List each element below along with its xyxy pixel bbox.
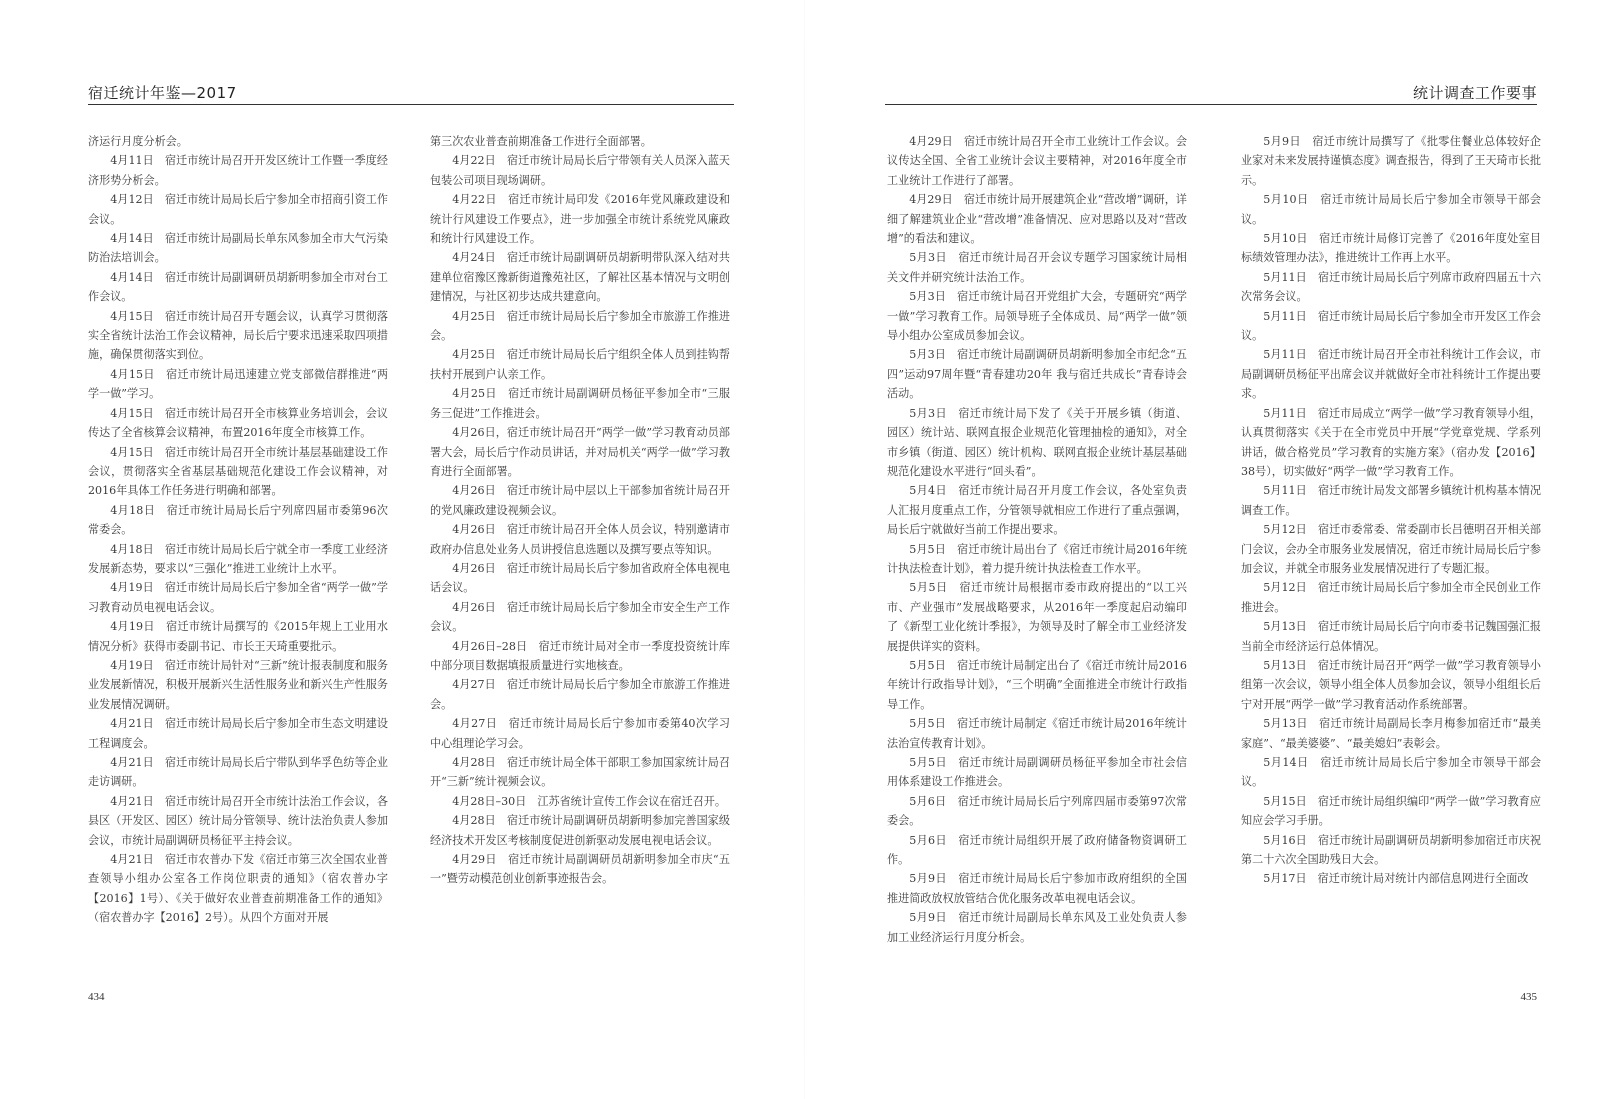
entry-paragraph: 4月26日 宿迁市统计局局长后宁参加省政府全体电视电话会议。 (430, 561, 730, 595)
header-rule-right (885, 104, 1537, 105)
entry-paragraph: 4月15日 宿迁市统计局召开专题会议，认真学习贯彻落实全省统计法治工作会议精神，局长后宁要求迅速采取四项措施，确保贯彻落实到位。 (88, 309, 388, 362)
entry-paragraph: 5月11日 宿迁市统计局局长后宁参加全市开发区工作会议。 (1241, 309, 1541, 343)
entry-paragraph: 4月28日 宿迁市统计局全体干部职工参加国家统计局召开“三新”统计视频会议。 (430, 756, 730, 789)
entry-paragraph: 5月5日 宿迁市统计局副调研员杨征平参加全市社会信用体系建设工作推进会。 (887, 756, 1187, 789)
entry-paragraph: 5月11日 宿迁市统计局局长后宁列席市政府四届五十六次常务会议。 (1241, 270, 1541, 304)
entry-paragraph: 4月19日 宿迁市统计局撰写的《2015年规上工业用水情况分析》获得市委副书记、市长王天琦重要批示。 (88, 620, 388, 653)
entry-paragraph: 5月6日 宿迁市统计局组织开展了政府储备物资调研工作。 (887, 833, 1187, 867)
entry-paragraph: 5月9日 宿迁市统计局撰写了《批零住餐业总体较好企业家对未来发展持谨慎态度》调查报告，得到了王天琦市长批示。 (1241, 135, 1541, 187)
running-header-right: 统计调查工作要事 (1412, 84, 1537, 102)
entry-paragraph: 5月17日 宿迁市统计局对统计内部信息网进行全面改 (1263, 872, 1529, 886)
running-header-left: 宿迁统计年鉴—2017 (88, 84, 237, 102)
entry-paragraph: 4月21日 宿迁市统计局局长后宁带队到华孚色纺等企业走访调研。 (88, 756, 388, 789)
left-page-column-1 (88, 132, 388, 928)
page-number-right: 435 (1520, 991, 1537, 1003)
entry-paragraph: 5月11日 宿迁市统计局发文部署乡镇统计机构基本情况调查工作。 (1241, 484, 1541, 517)
left-page (0, 0, 804, 1099)
entry-paragraph: 4月18日 宿迁市统计局局长后宁就全市一季度工业经济发展新态势，要求以“三强化”推进工业统计上水平。 (88, 542, 388, 575)
entry-paragraph: 4月15日 宿迁市统计局迅速建立党支部微信群推进“两学一做”学习。 (88, 367, 388, 401)
entry-paragraph: 5月10日 宿迁市统计局修订完善了《2016年度处室目标绩效管理办法》，推进统计工作再上水平。 (1241, 232, 1541, 265)
entry-paragraph: 5月9日 宿迁市统计局局长后宁参加市政府组织的全国推进简政放权放管结合优化服务改革电视电话会议。 (887, 872, 1187, 905)
entry-paragraph: 5月13日 宿迁市统计局召开“两学一做”学习教育领导小组第一次会议，领导小组全体人员参加会议，领导小组组长后宁对开展“两学一做”学习教育活动作系统部署。 (1241, 658, 1541, 711)
entry-paragraph: 济运行月度分析会。 (88, 135, 188, 148)
entry-paragraph: 4月21日 宿迁市农普办下发《宿迁市第三次全国农业普查领导小组办公室各工作岗位职责的通知》（宿农普办字【2016】1号）、《关于做好农业普查前期准备工作的通知》（宿农普办字【2016】2号）。从四个方面对开展 (88, 853, 388, 925)
header-rule-left (88, 104, 734, 105)
entry-paragraph: 4月11日 宿迁市统计局召开开发区统计工作暨一季度经济形势分析会。 (88, 154, 388, 187)
right-page-column-1 (887, 132, 1187, 947)
entry-paragraph: 4月15日 宿迁市统计局召开全市核算业务培训会，会议传达了全省核算会议精神，布置2016年度全市核算工作。 (88, 406, 388, 440)
entry-paragraph: 4月19日 宿迁市统计局针对“三新”统计报表制度和服务业发展新情况，积极开展新兴生活性服务业和新兴生产性服务业发展情况调研。 (88, 658, 388, 711)
entry-paragraph: 5月3日 宿迁市统计局召开党组扩大会，专题研究“两学一做”学习教育工作。局领导班子全体成员、局“两学一做”领导小组办公室成员参加会议。 (887, 290, 1187, 343)
entry-paragraph: 4月14日 宿迁市统计局副局长单东风参加全市大气污染防治法培训会。 (88, 232, 388, 265)
entry-paragraph: 5月3日 宿迁市统计局副调研员胡新明参加全市纪念“五四”运动97周年暨“青春建功20年 我与宿迁共成长”青春诗会活动。 (887, 348, 1187, 401)
entry-paragraph: 4月27日 宿迁市统计局局长后宁参加市委第40次学习中心组理论学习会。 (430, 717, 730, 750)
entry-paragraph: 4月18日 宿迁市统计局局长后宁列席四届市委第96次常委会。 (88, 503, 388, 537)
entry-paragraph: 4月27日 宿迁市统计局局长后宁参加全市旅游工作推进会。 (430, 678, 730, 711)
entry-paragraph: 4月21日 宿迁市统计局召开全市统计法治工作会议，各县区（开发区、园区）统计局分管领导、统计法治负责人参加会议，市统计局副调研员杨征平主持会议。 (88, 794, 388, 847)
entry-paragraph: 4月26日 宿迁市统计局中层以上干部参加省统计局召开的党风廉政建设视频会议。 (430, 484, 730, 517)
entry-paragraph: 5月11日 宿迁市局成立“两学一做”学习教育领导小组，认真贯彻落实《关于在全市党员中开展“学党章党规、学系列讲话，做合格党员”学习教育的实施方案》（宿办发【2016】38号），切实做好“两学一做”学习教育工作。 (1241, 406, 1541, 478)
entry-paragraph: 4月14日 宿迁市统计局副调研员胡新明参加全市对台工作会议。 (88, 270, 388, 304)
entry-paragraph: 5月9日 宿迁市统计局副局长单东风及工业处负责人参加工业经济运行月度分析会。 (887, 911, 1187, 944)
entry-paragraph: 4月29日 宿迁市统计局开展建筑企业“营改增”调研，详细了解建筑业企业“营改增”准备情况、应对思路以及对“营改增”的看法和建议。 (887, 193, 1187, 246)
page-number-left: 434 (88, 991, 105, 1003)
entry-paragraph: 4月29日 宿迁市统计局副调研员胡新明参加全市庆“五一”暨劳动模范创业创新事迹报告会。 (430, 853, 730, 886)
entry-paragraph: 4月26日 宿迁市统计局局长后宁参加全市安全生产工作会议。 (430, 600, 730, 634)
entry-paragraph: 5月5日 宿迁市统计局制定出台了《宿迁市统计局2016年统计行政指导计划》，“三个明确”全面推进全市统计行政指导工作。 (887, 658, 1187, 711)
entry-paragraph: 5月5日 宿迁市统计局出台了《宿迁市统计局2016年统计执法检查计划》，着力提升统计执法检查工作水平。 (887, 542, 1187, 575)
entry-paragraph: 4月28日–30日 江苏省统计宣传工作会议在宿迁召开。 (452, 794, 726, 808)
left-page-column-2 (430, 132, 730, 889)
entry-paragraph: 5月15日 宿迁市统计局组织编印“两学一做”学习教育应知应会学习手册。 (1241, 794, 1541, 828)
entry-paragraph: 4月28日 宿迁市统计局副调研员胡新明参加完善国家级经济技术开发区考核制度促进创新驱动发展电视电话会议。 (430, 814, 730, 847)
entry-paragraph: 4月19日 宿迁市统计局局长后宁参加全省“两学一做”学习教育动员电视电话会议。 (88, 581, 388, 614)
entry-paragraph: 5月13日 宿迁市统计局副局长李月梅参加宿迁市“最美家庭”、“最美婆婆”、“最美媳妇”表彰会。 (1241, 717, 1541, 750)
entry-paragraph: 4月22日 宿迁市统计局局长后宁带领有关人员深入蓝天包装公司项目现场调研。 (430, 154, 730, 187)
entry-paragraph: 5月10日 宿迁市统计局局长后宁参加全市领导干部会议。 (1241, 193, 1541, 226)
right-page (805, 0, 1609, 1099)
entry-paragraph: 4月26日–28日 宿迁市统计局对全市一季度投资统计库中部分项目数据填报质量进行实地核查。 (430, 639, 730, 672)
entry-paragraph: 4月25日 宿迁市统计局局长后宁参加全市旅游工作推进会。 (430, 309, 730, 343)
entry-paragraph: 5月13日 宿迁市统计局局长后宁向市委书记魏国强汇报当前全市经济运行总体情况。 (1241, 620, 1541, 653)
entry-paragraph: 4月22日 宿迁市统计局印发《2016年党风廉政建设和统计行风建设工作要点》，进一步加强全市统计系统党风廉政和统计行风建设工作。 (430, 193, 730, 246)
entry-paragraph: 5月14日 宿迁市统计局局长后宁参加全市领导干部会议。 (1241, 756, 1541, 789)
entry-paragraph: 5月4日 宿迁市统计局召开月度工作会议，各处室负责人汇报月度重点工作，分管领导就相应工作进行了重点强调，局长后宁就做好当前工作提出要求。 (887, 484, 1187, 537)
entry-paragraph: 5月5日 宿迁市统计局制定《宿迁市统计局2016年统计法治宣传教育计划》。 (887, 717, 1187, 750)
entry-paragraph: 4月29日 宿迁市统计局召开全市工业统计工作会议。会议传达全国、全省工业统计会议主要精神，对2016年度全市工业统计工作进行了部署。 (887, 135, 1187, 187)
entry-paragraph: 5月3日 宿迁市统计局召开会议专题学习国家统计局相关文件并研究统计法治工作。 (887, 251, 1187, 284)
entry-paragraph: 4月21日 宿迁市统计局局长后宁参加全市生态文明建设工程调度会。 (88, 717, 388, 750)
entry-paragraph: 5月5日 宿迁市统计局根据市委市政府提出的“以工兴市、产业强市”发展战略要求，从2016年一季度起启动编印了《新型工业化统计季报》，为领导及时了解全市工业经济发展提供详实的资料。 (887, 581, 1187, 653)
entry-paragraph: 4月12日 宿迁市统计局局长后宁参加全市招商引资工作会议。 (88, 193, 388, 226)
entry-paragraph: 5月12日 宿迁市委常委、常委副市长吕德明召开相关部门会议，会办全市服务业发展情况，宿迁市统计局局长后宁参加会议，并就全市服务业发展情况进行了专题汇报。 (1241, 523, 1541, 575)
entry-paragraph: 4月26日，宿迁市统计局召开“两学一做”学习教育动员部署大会，局长后宁作动员讲话，并对局机关“两学一做”学习教育进行全面部署。 (430, 426, 730, 478)
right-page-column-2 (1241, 132, 1541, 889)
entry-paragraph: 5月11日 宿迁市统计局召开全市社科统计工作会议，市局副调研员杨征平出席会议并就做好全市社科统计工作提出要求。 (1241, 348, 1541, 401)
entry-paragraph: 第三次农业普查前期准备工作进行全面部署。 (430, 135, 652, 148)
entry-paragraph: 4月26日 宿迁市统计局召开全体人员会议，特别邀请市政府办信息处业务人员讲授信息选题以及撰写要点等知识。 (430, 523, 730, 556)
entry-paragraph: 4月25日 宿迁市统计局副调研员杨征平参加全市“三服务三促进”工作推进会。 (430, 387, 730, 420)
entry-paragraph: 5月6日 宿迁市统计局局长后宁列席四届市委第97次常委会。 (887, 794, 1187, 828)
entry-paragraph: 5月12日 宿迁市统计局局长后宁参加全市全民创业工作推进会。 (1241, 581, 1541, 614)
entry-paragraph: 5月16日 宿迁市统计局副调研员胡新明参加宿迁市庆祝第二十六次全国助残日大会。 (1241, 833, 1541, 867)
entry-paragraph: 4月24日 宿迁市统计局副调研员胡新明带队深入结对共建单位宿豫区豫新街道豫苑社区，了解社区基本情况与文明创建情况，与社区初步达成共建意向。 (430, 251, 730, 304)
entry-paragraph: 4月25日 宿迁市统计局局长后宁组织全体人员到挂钩帮扶村开展到户认亲工作。 (430, 348, 730, 381)
entry-paragraph: 5月3日 宿迁市统计局下发了《关于开展乡镇（街道、园区）统计站、联网直报企业规范化管理抽检的通知》，对全市乡镇（街道、园区）统计机构、联网直报企业统计基层基础规范化建设水平进行“回头看”。 (887, 406, 1187, 478)
entry-paragraph: 4月15日 宿迁市统计局召开全市统计基层基础建设工作会议，贯彻落实全省基层基础规范化建设工作会议精神，对2016年具体工作任务进行明确和部署。 (88, 445, 388, 498)
